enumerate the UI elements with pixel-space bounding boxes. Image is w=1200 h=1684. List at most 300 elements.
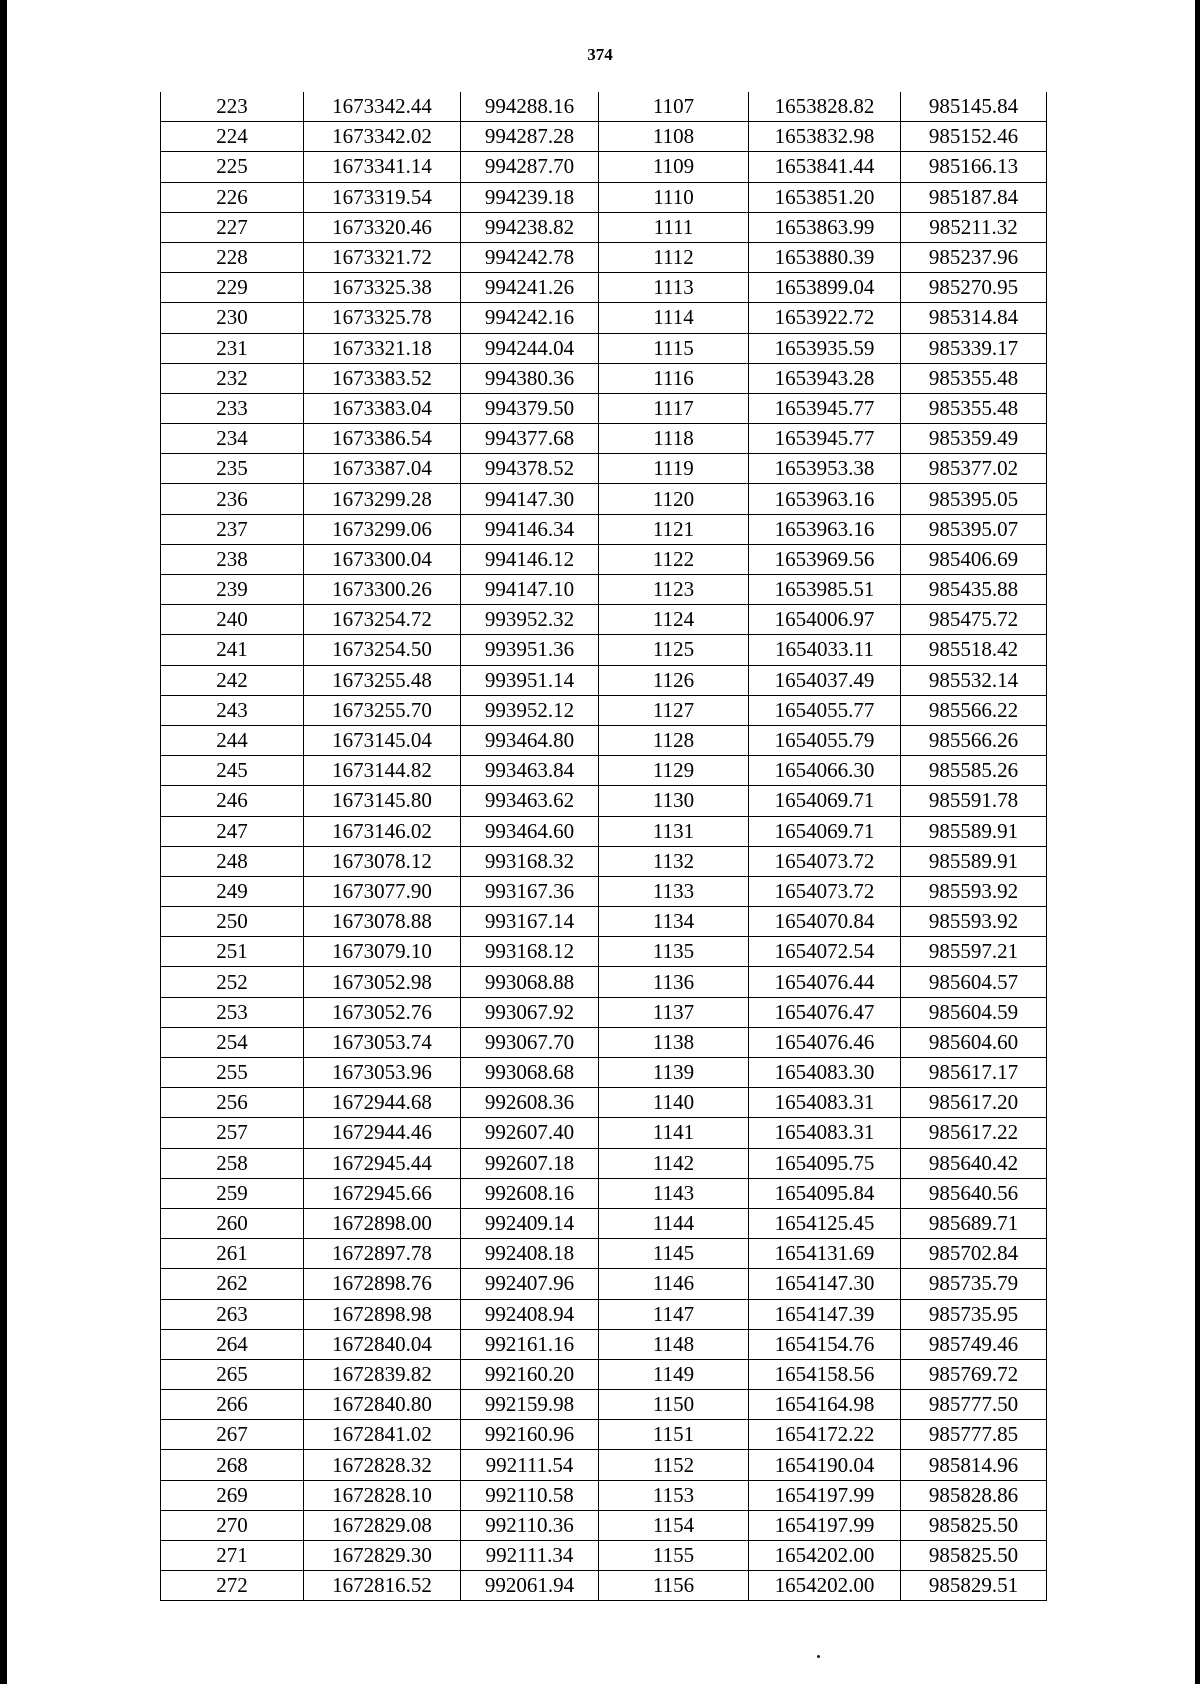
point-number-a-cell: 247 <box>161 816 304 846</box>
coord-y-a-cell: 994238.82 <box>461 212 599 242</box>
coord-x-b-cell: 1654076.46 <box>749 1027 901 1057</box>
coord-x-a-cell: 1672898.98 <box>304 1299 461 1329</box>
coord-y-a-cell: 992110.58 <box>461 1480 599 1510</box>
table-row <box>161 967 1047 997</box>
point-number-b-cell: 1155 <box>599 1541 749 1571</box>
point-number-b-cell: 1136 <box>599 967 749 997</box>
coord-y-b-cell: 985735.79 <box>901 1269 1047 1299</box>
table-row <box>161 92 1047 122</box>
coord-x-a-cell: 1673387.04 <box>304 454 461 484</box>
coord-x-b-cell: 1654125.45 <box>749 1208 901 1238</box>
scan-edge-left <box>0 0 7 1684</box>
point-number-a-cell: 236 <box>161 484 304 514</box>
coord-x-b-cell: 1654172.22 <box>749 1420 901 1450</box>
table-row <box>161 786 1047 816</box>
coord-x-b-cell: 1654202.00 <box>749 1541 901 1571</box>
table-row <box>161 876 1047 906</box>
coord-x-b-cell: 1654197.99 <box>749 1510 901 1540</box>
coord-x-b-cell: 1653922.72 <box>749 303 901 333</box>
point-number-a-cell: 238 <box>161 544 304 574</box>
coord-x-b-cell: 1654006.97 <box>749 605 901 635</box>
coord-y-b-cell: 985566.22 <box>901 695 1047 725</box>
table-row <box>161 1148 1047 1178</box>
coord-y-a-cell: 994380.36 <box>461 363 599 393</box>
point-number-a-cell: 237 <box>161 514 304 544</box>
point-number-b-cell: 1139 <box>599 1058 749 1088</box>
coord-y-a-cell: 994379.50 <box>461 393 599 423</box>
table-row <box>161 1571 1047 1601</box>
coord-y-a-cell: 994377.68 <box>461 424 599 454</box>
point-number-b-cell: 1154 <box>599 1510 749 1540</box>
coord-y-b-cell: 985617.20 <box>901 1088 1047 1118</box>
coord-x-b-cell: 1654154.76 <box>749 1329 901 1359</box>
table-row <box>161 152 1047 182</box>
coord-y-a-cell: 992061.94 <box>461 1571 599 1601</box>
coord-y-b-cell: 985640.56 <box>901 1178 1047 1208</box>
coord-y-a-cell: 994244.04 <box>461 333 599 363</box>
coord-x-b-cell: 1654083.30 <box>749 1058 901 1088</box>
coord-x-b-cell: 1654037.49 <box>749 665 901 695</box>
coord-y-b-cell: 985355.48 <box>901 393 1047 423</box>
coord-x-b-cell: 1653935.59 <box>749 333 901 363</box>
coord-x-a-cell: 1672840.80 <box>304 1390 461 1420</box>
point-number-b-cell: 1110 <box>599 182 749 212</box>
coord-y-a-cell: 992608.16 <box>461 1178 599 1208</box>
point-number-b-cell: 1156 <box>599 1571 749 1601</box>
table-row <box>161 605 1047 635</box>
coord-y-b-cell: 985829.51 <box>901 1571 1047 1601</box>
coord-y-a-cell: 993952.12 <box>461 695 599 725</box>
point-number-a-cell: 233 <box>161 393 304 423</box>
coord-x-a-cell: 1672841.02 <box>304 1420 461 1450</box>
coord-x-a-cell: 1672945.66 <box>304 1178 461 1208</box>
point-number-b-cell: 1109 <box>599 152 749 182</box>
table-row <box>161 514 1047 544</box>
coord-x-b-cell: 1653841.44 <box>749 152 901 182</box>
point-number-b-cell: 1137 <box>599 997 749 1027</box>
point-number-b-cell: 1145 <box>599 1239 749 1269</box>
table-row <box>161 212 1047 242</box>
coord-y-b-cell: 985589.91 <box>901 846 1047 876</box>
table-row <box>161 303 1047 333</box>
point-number-a-cell: 254 <box>161 1027 304 1057</box>
coord-y-a-cell: 992409.14 <box>461 1208 599 1238</box>
coord-x-b-cell: 1654076.44 <box>749 967 901 997</box>
coord-y-b-cell: 985814.96 <box>901 1450 1047 1480</box>
coord-y-b-cell: 985518.42 <box>901 635 1047 665</box>
coord-x-a-cell: 1673077.90 <box>304 876 461 906</box>
coord-x-b-cell: 1654033.11 <box>749 635 901 665</box>
point-number-a-cell: 230 <box>161 303 304 333</box>
coord-y-a-cell: 992408.94 <box>461 1299 599 1329</box>
point-number-b-cell: 1142 <box>599 1148 749 1178</box>
coord-y-b-cell: 985777.85 <box>901 1420 1047 1450</box>
coord-x-a-cell: 1673325.78 <box>304 303 461 333</box>
point-number-b-cell: 1127 <box>599 695 749 725</box>
point-number-b-cell: 1120 <box>599 484 749 514</box>
point-number-a-cell: 261 <box>161 1239 304 1269</box>
table-row <box>161 1269 1047 1299</box>
coord-x-a-cell: 1673383.04 <box>304 393 461 423</box>
point-number-a-cell: 246 <box>161 786 304 816</box>
coord-x-a-cell: 1672944.46 <box>304 1118 461 1148</box>
point-number-b-cell: 1124 <box>599 605 749 635</box>
point-number-a-cell: 256 <box>161 1088 304 1118</box>
coord-y-a-cell: 993167.36 <box>461 876 599 906</box>
point-number-b-cell: 1108 <box>599 122 749 152</box>
point-number-b-cell: 1151 <box>599 1420 749 1450</box>
coordinates-table-body <box>161 92 1047 1601</box>
coord-y-b-cell: 985735.95 <box>901 1299 1047 1329</box>
coord-y-b-cell: 985532.14 <box>901 665 1047 695</box>
coord-y-a-cell: 992160.96 <box>461 1420 599 1450</box>
coord-x-b-cell: 1654069.71 <box>749 786 901 816</box>
coord-y-b-cell: 985211.32 <box>901 212 1047 242</box>
table-row <box>161 665 1047 695</box>
coord-x-b-cell: 1654095.84 <box>749 1178 901 1208</box>
coord-x-b-cell: 1653953.38 <box>749 454 901 484</box>
table-row <box>161 1299 1047 1329</box>
coord-y-a-cell: 993068.88 <box>461 967 599 997</box>
point-number-b-cell: 1123 <box>599 575 749 605</box>
coord-y-a-cell: 994147.10 <box>461 575 599 605</box>
coord-y-a-cell: 994288.16 <box>461 92 599 122</box>
coord-y-a-cell: 993952.32 <box>461 605 599 635</box>
coord-y-b-cell: 985395.05 <box>901 484 1047 514</box>
table-row <box>161 1058 1047 1088</box>
point-number-b-cell: 1121 <box>599 514 749 544</box>
coord-x-b-cell: 1654083.31 <box>749 1118 901 1148</box>
point-number-a-cell: 270 <box>161 1510 304 1540</box>
point-number-a-cell: 228 <box>161 242 304 272</box>
coord-x-a-cell: 1673144.82 <box>304 756 461 786</box>
point-number-b-cell: 1107 <box>599 92 749 122</box>
coord-y-b-cell: 985339.17 <box>901 333 1047 363</box>
coord-y-a-cell: 992160.20 <box>461 1359 599 1389</box>
point-number-a-cell: 231 <box>161 333 304 363</box>
table-row <box>161 1208 1047 1238</box>
point-number-a-cell: 258 <box>161 1148 304 1178</box>
point-number-a-cell: 263 <box>161 1299 304 1329</box>
coord-y-b-cell: 985617.17 <box>901 1058 1047 1088</box>
point-number-b-cell: 1112 <box>599 242 749 272</box>
coord-x-b-cell: 1654069.71 <box>749 816 901 846</box>
coord-x-a-cell: 1673053.96 <box>304 1058 461 1088</box>
coord-x-b-cell: 1653969.56 <box>749 544 901 574</box>
point-number-a-cell: 264 <box>161 1329 304 1359</box>
point-number-a-cell: 235 <box>161 454 304 484</box>
point-number-a-cell: 262 <box>161 1269 304 1299</box>
table-row <box>161 997 1047 1027</box>
coord-x-a-cell: 1673321.18 <box>304 333 461 363</box>
point-number-a-cell: 234 <box>161 424 304 454</box>
coord-x-a-cell: 1673320.46 <box>304 212 461 242</box>
coord-y-a-cell: 993951.14 <box>461 665 599 695</box>
coord-x-a-cell: 1673079.10 <box>304 937 461 967</box>
coord-x-a-cell: 1672828.32 <box>304 1450 461 1480</box>
point-number-b-cell: 1115 <box>599 333 749 363</box>
point-number-a-cell: 243 <box>161 695 304 725</box>
coord-x-a-cell: 1672897.78 <box>304 1239 461 1269</box>
table-row <box>161 1541 1047 1571</box>
point-number-a-cell: 229 <box>161 273 304 303</box>
point-number-a-cell: 225 <box>161 152 304 182</box>
coord-y-b-cell: 985702.84 <box>901 1239 1047 1269</box>
coord-y-b-cell: 985591.78 <box>901 786 1047 816</box>
table-row <box>161 816 1047 846</box>
coord-y-b-cell: 985593.92 <box>901 907 1047 937</box>
point-number-a-cell: 272 <box>161 1571 304 1601</box>
coord-y-b-cell: 985166.13 <box>901 152 1047 182</box>
table-row <box>161 725 1047 755</box>
coord-x-a-cell: 1672829.30 <box>304 1541 461 1571</box>
point-number-b-cell: 1111 <box>599 212 749 242</box>
coord-x-b-cell: 1653963.16 <box>749 514 901 544</box>
coord-y-b-cell: 985597.21 <box>901 937 1047 967</box>
coord-x-b-cell: 1654083.31 <box>749 1088 901 1118</box>
coord-y-b-cell: 985145.84 <box>901 92 1047 122</box>
point-number-b-cell: 1122 <box>599 544 749 574</box>
coord-x-b-cell: 1654055.77 <box>749 695 901 725</box>
coord-y-a-cell: 994242.78 <box>461 242 599 272</box>
point-number-b-cell: 1133 <box>599 876 749 906</box>
coord-y-a-cell: 992607.40 <box>461 1118 599 1148</box>
point-number-a-cell: 249 <box>161 876 304 906</box>
table-row <box>161 424 1047 454</box>
coord-y-b-cell: 985475.72 <box>901 605 1047 635</box>
coord-x-a-cell: 1672840.04 <box>304 1329 461 1359</box>
coord-x-b-cell: 1654158.56 <box>749 1359 901 1389</box>
coord-y-b-cell: 985314.84 <box>901 303 1047 333</box>
coord-x-a-cell: 1673255.70 <box>304 695 461 725</box>
scan-speck <box>817 1655 820 1658</box>
coord-x-b-cell: 1654131.69 <box>749 1239 901 1269</box>
point-number-a-cell: 250 <box>161 907 304 937</box>
coord-x-b-cell: 1653943.28 <box>749 363 901 393</box>
coord-y-b-cell: 985270.95 <box>901 273 1047 303</box>
point-number-a-cell: 245 <box>161 756 304 786</box>
coord-y-b-cell: 985604.59 <box>901 997 1047 1027</box>
coord-x-b-cell: 1653985.51 <box>749 575 901 605</box>
coord-y-a-cell: 994242.16 <box>461 303 599 333</box>
point-number-b-cell: 1144 <box>599 1208 749 1238</box>
page-number: 374 <box>587 45 613 64</box>
point-number-a-cell: 242 <box>161 665 304 695</box>
coord-x-a-cell: 1673052.98 <box>304 967 461 997</box>
point-number-b-cell: 1143 <box>599 1178 749 1208</box>
coord-x-b-cell: 1653863.99 <box>749 212 901 242</box>
point-number-b-cell: 1116 <box>599 363 749 393</box>
coord-y-b-cell: 985689.71 <box>901 1208 1047 1238</box>
point-number-b-cell: 1131 <box>599 816 749 846</box>
coord-y-a-cell: 993463.84 <box>461 756 599 786</box>
coord-y-b-cell: 985589.91 <box>901 816 1047 846</box>
point-number-b-cell: 1141 <box>599 1118 749 1148</box>
coord-y-b-cell: 985777.50 <box>901 1390 1047 1420</box>
coord-x-b-cell: 1653832.98 <box>749 122 901 152</box>
coord-x-b-cell: 1654197.99 <box>749 1480 901 1510</box>
coord-y-b-cell: 985359.49 <box>901 424 1047 454</box>
coord-x-b-cell: 1654055.79 <box>749 725 901 755</box>
point-number-b-cell: 1132 <box>599 846 749 876</box>
coord-x-a-cell: 1673078.88 <box>304 907 461 937</box>
point-number-a-cell: 252 <box>161 967 304 997</box>
coord-x-b-cell: 1654164.98 <box>749 1390 901 1420</box>
coord-x-a-cell: 1672898.76 <box>304 1269 461 1299</box>
coord-y-a-cell: 993067.70 <box>461 1027 599 1057</box>
point-number-b-cell: 1125 <box>599 635 749 665</box>
coord-x-a-cell: 1673254.50 <box>304 635 461 665</box>
point-number-b-cell: 1149 <box>599 1359 749 1389</box>
table-row <box>161 575 1047 605</box>
point-number-a-cell: 239 <box>161 575 304 605</box>
point-number-a-cell: 260 <box>161 1208 304 1238</box>
coord-y-a-cell: 992607.18 <box>461 1148 599 1178</box>
coord-y-b-cell: 985377.02 <box>901 454 1047 484</box>
coord-y-b-cell: 985749.46 <box>901 1329 1047 1359</box>
point-number-a-cell: 257 <box>161 1118 304 1148</box>
table-row <box>161 1390 1047 1420</box>
table-row <box>161 635 1047 665</box>
point-number-a-cell: 271 <box>161 1541 304 1571</box>
coord-y-b-cell: 985640.42 <box>901 1148 1047 1178</box>
coord-x-a-cell: 1673342.02 <box>304 122 461 152</box>
coord-x-a-cell: 1673145.04 <box>304 725 461 755</box>
coord-x-a-cell: 1673299.28 <box>304 484 461 514</box>
point-number-b-cell: 1134 <box>599 907 749 937</box>
coord-y-b-cell: 985585.26 <box>901 756 1047 786</box>
coord-y-a-cell: 992161.16 <box>461 1329 599 1359</box>
point-number-b-cell: 1140 <box>599 1088 749 1118</box>
coord-y-a-cell: 994147.30 <box>461 484 599 514</box>
coord-x-b-cell: 1654076.47 <box>749 997 901 1027</box>
point-number-b-cell: 1147 <box>599 1299 749 1329</box>
coord-y-b-cell: 985825.50 <box>901 1510 1047 1540</box>
coord-x-a-cell: 1673146.02 <box>304 816 461 846</box>
coord-x-a-cell: 1673342.44 <box>304 92 461 122</box>
table-row <box>161 122 1047 152</box>
point-number-b-cell: 1152 <box>599 1450 749 1480</box>
coord-x-a-cell: 1672828.10 <box>304 1480 461 1510</box>
point-number-a-cell: 251 <box>161 937 304 967</box>
coord-x-b-cell: 1653899.04 <box>749 273 901 303</box>
point-number-a-cell: 244 <box>161 725 304 755</box>
coord-x-b-cell: 1654190.04 <box>749 1450 901 1480</box>
coord-x-a-cell: 1673299.06 <box>304 514 461 544</box>
coord-x-a-cell: 1673053.74 <box>304 1027 461 1057</box>
table-row <box>161 695 1047 725</box>
table-row <box>161 846 1047 876</box>
point-number-b-cell: 1113 <box>599 273 749 303</box>
coord-y-a-cell: 992110.36 <box>461 1510 599 1540</box>
coord-x-a-cell: 1673321.72 <box>304 242 461 272</box>
coord-x-a-cell: 1673145.80 <box>304 786 461 816</box>
coord-y-a-cell: 994146.34 <box>461 514 599 544</box>
point-number-a-cell: 259 <box>161 1178 304 1208</box>
table-row <box>161 1027 1047 1057</box>
point-number-a-cell: 265 <box>161 1359 304 1389</box>
coord-x-a-cell: 1673255.48 <box>304 665 461 695</box>
coord-y-b-cell: 985395.07 <box>901 514 1047 544</box>
coord-x-a-cell: 1672945.44 <box>304 1148 461 1178</box>
coord-y-a-cell: 992408.18 <box>461 1239 599 1269</box>
point-number-b-cell: 1129 <box>599 756 749 786</box>
table-row <box>161 273 1047 303</box>
point-number-a-cell: 224 <box>161 122 304 152</box>
table-row <box>161 484 1047 514</box>
point-number-b-cell: 1138 <box>599 1027 749 1057</box>
coord-x-b-cell: 1654066.30 <box>749 756 901 786</box>
point-number-b-cell: 1153 <box>599 1480 749 1510</box>
coord-y-b-cell: 985355.48 <box>901 363 1047 393</box>
point-number-b-cell: 1150 <box>599 1390 749 1420</box>
coord-x-a-cell: 1673300.04 <box>304 544 461 574</box>
table-row <box>161 333 1047 363</box>
point-number-a-cell: 226 <box>161 182 304 212</box>
point-number-b-cell: 1119 <box>599 454 749 484</box>
point-number-a-cell: 232 <box>161 363 304 393</box>
table-row <box>161 1480 1047 1510</box>
coord-y-a-cell: 992111.54 <box>461 1450 599 1480</box>
scan-edge-right <box>1195 0 1200 1684</box>
table-row <box>161 1329 1047 1359</box>
table-row <box>161 756 1047 786</box>
coord-x-a-cell: 1672829.08 <box>304 1510 461 1540</box>
coord-x-a-cell: 1673300.26 <box>304 575 461 605</box>
point-number-b-cell: 1130 <box>599 786 749 816</box>
table-row <box>161 1239 1047 1269</box>
coord-x-a-cell: 1672898.00 <box>304 1208 461 1238</box>
table-row <box>161 544 1047 574</box>
coord-y-a-cell: 994287.28 <box>461 122 599 152</box>
coord-x-b-cell: 1653945.77 <box>749 393 901 423</box>
table-row <box>161 1359 1047 1389</box>
coord-y-a-cell: 993464.80 <box>461 725 599 755</box>
table-row <box>161 1088 1047 1118</box>
coord-x-b-cell: 1653828.82 <box>749 92 901 122</box>
coord-y-b-cell: 985187.84 <box>901 182 1047 212</box>
coord-y-a-cell: 993463.62 <box>461 786 599 816</box>
coord-y-b-cell: 985593.92 <box>901 876 1047 906</box>
coord-y-a-cell: 994241.26 <box>461 273 599 303</box>
coord-y-a-cell: 993464.60 <box>461 816 599 846</box>
coord-y-b-cell: 985566.26 <box>901 725 1047 755</box>
coord-x-b-cell: 1654147.30 <box>749 1269 901 1299</box>
coord-x-a-cell: 1673383.52 <box>304 363 461 393</box>
coord-y-a-cell: 993167.14 <box>461 907 599 937</box>
coord-x-b-cell: 1654073.72 <box>749 876 901 906</box>
coord-y-a-cell: 992608.36 <box>461 1088 599 1118</box>
coord-x-a-cell: 1672944.68 <box>304 1088 461 1118</box>
point-number-a-cell: 255 <box>161 1058 304 1088</box>
coord-y-a-cell: 993168.32 <box>461 846 599 876</box>
point-number-b-cell: 1126 <box>599 665 749 695</box>
point-number-a-cell: 241 <box>161 635 304 665</box>
table-row <box>161 1178 1047 1208</box>
coord-y-b-cell: 985406.69 <box>901 544 1047 574</box>
coord-x-a-cell: 1673341.14 <box>304 152 461 182</box>
table-row <box>161 454 1047 484</box>
point-number-b-cell: 1117 <box>599 393 749 423</box>
point-number-a-cell: 269 <box>161 1480 304 1510</box>
coord-x-a-cell: 1673325.38 <box>304 273 461 303</box>
point-number-b-cell: 1135 <box>599 937 749 967</box>
coord-x-b-cell: 1654095.75 <box>749 1148 901 1178</box>
coord-y-a-cell: 993068.68 <box>461 1058 599 1088</box>
coord-x-a-cell: 1673386.54 <box>304 424 461 454</box>
coord-y-b-cell: 985825.50 <box>901 1541 1047 1571</box>
coord-x-b-cell: 1654072.54 <box>749 937 901 967</box>
